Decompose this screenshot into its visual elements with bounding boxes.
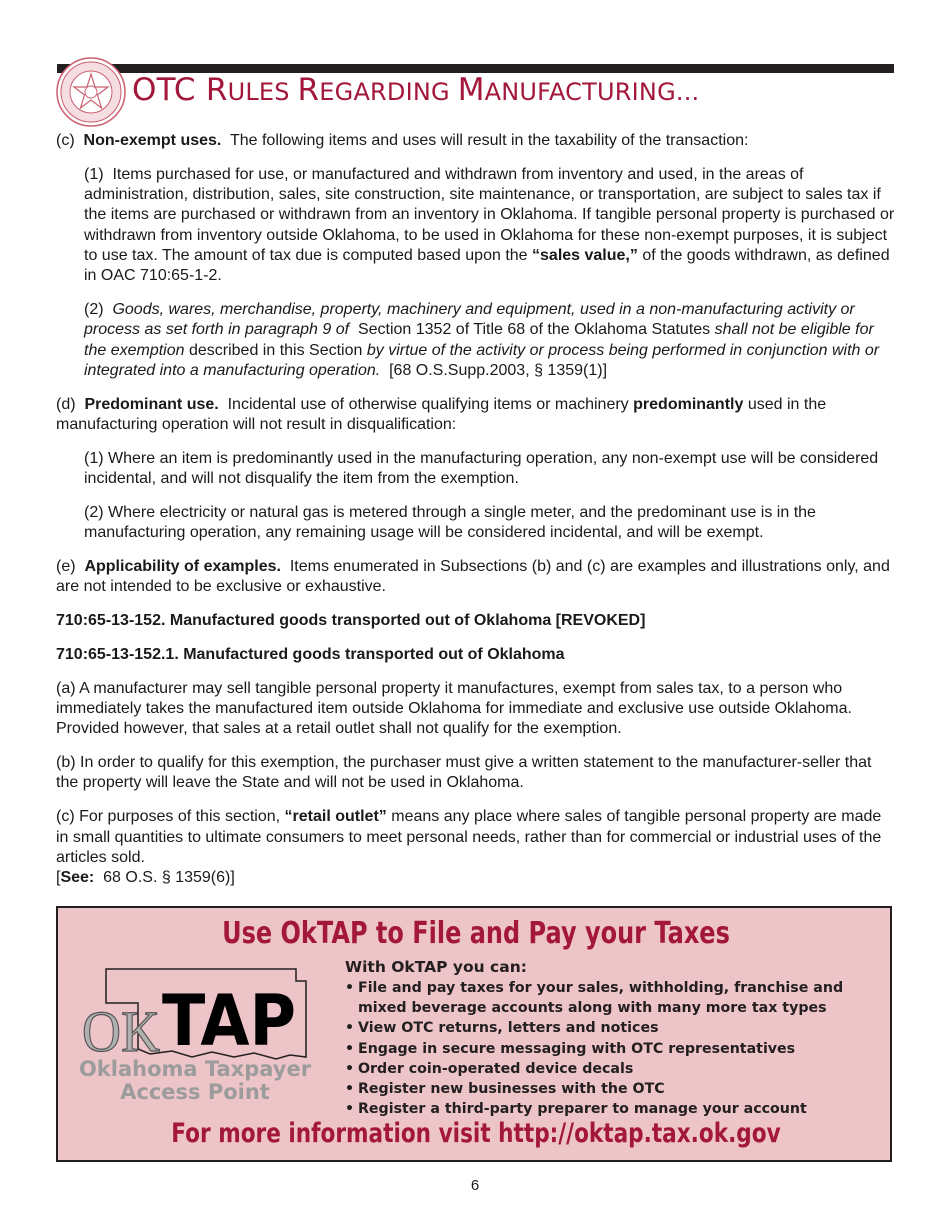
oktap-logo	[78, 963, 318, 1063]
oktap-features-title: With OkTAP you can:	[345, 958, 527, 976]
state-seal-icon	[56, 57, 126, 127]
rule-1521-citation: [See: 68 O.S. § 1359(6)]	[56, 869, 235, 887]
section-d-paragraph-1: (1) Where an item is predominantly used in the manufacturing operation, any non-exempt use will be considered incidental, and will not disqualify the item from the exemption.	[84, 449, 879, 488]
section-c-paragraph-2: (2) Goods, wares, merchandise, property, machinery and equipment, used in a non-manufacturing activity or process as set forth in paragraph 9 of Section 1352 of Title 68 of the Oklahoma Statutes shall not be eligible for the exemption described in this Section by virtue of the activity or process being performed in conjunction with or integrated into a manufacturing operation. [68 O.S.Supp.2003, § 1359(1)]	[84, 301, 880, 379]
page-title: OTC RULES REGARDING MANUFACTURING...	[132, 72, 700, 108]
oktap-feature-list	[345, 978, 893, 1119]
list-item: • Engage in secure messaging with OTC representatives	[345, 1040, 796, 1057]
list-item: • Register new businesses with the OTC	[345, 1081, 665, 1098]
oktap-promo-box	[56, 906, 892, 1162]
page-number: 6	[470, 1177, 480, 1194]
rule-152-heading: 710:65-13-152. Manufactured goods transported out of Oklahoma [REVOKED]	[56, 612, 646, 630]
section-d-intro: (d) Predominant use. Incidental use of otherwise qualifying items or machinery predominantly used in the manufacturing operation will not result in disqualification:	[56, 395, 827, 434]
list-item: • File and pay taxes for your sales, withholding, franchise and mixed beverage accounts along with many more tax types	[345, 980, 844, 1017]
rule-1521-paragraph-c: (c) For purposes of this section, “retail outlet” means any place where sales of tangible personal property are made in small quantities to ultimate consumers to meet personal needs, rather than for commercial or industrial uses of the articles sold.	[56, 808, 882, 866]
rule-1521-paragraph-a: (a) A manufacturer may sell tangible personal property it manufactures, exempt from sales tax, to a person who immediately takes the manufactured item outside Oklahoma for immediate and exclusive use outside Oklahoma. Provided however, that sales at a retail outlet shall not qualify for the exemption.	[56, 679, 852, 738]
list-item: • Order coin-operated device decals	[345, 1060, 634, 1077]
list-item: • View OTC returns, letters and notices	[345, 1020, 659, 1037]
list-item: • Register a third-party preparer to manage your account	[345, 1101, 807, 1118]
rule-1521-paragraph-b: (b) In order to qualify for this exemption, the purchaser must give a written statement to the manufacturer-seller that the property will leave the State and will not be used in Oklahoma.	[56, 754, 872, 792]
section-c-paragraph-1: (1) Items purchased for use, or manufactured and withdrawn from inventory and used, in the areas of administration, distribution, sales, site construction, site maintenance, or transportation, are subject to sales tax if the items are purchased or withdrawn from an inventory in Oklahoma. If tangible personal property is purchased or withdrawn from inventory outside Oklahoma, to be used in Oklahoma for these non-exempt purposes, it is subject to use tax. The amount of tax due is computed based upon the “sales value,” of the goods withdrawn, as defined in OAC 710:65-1-2.	[84, 165, 895, 285]
oktap-promo-title: Use OkTAP to File and Pay your Taxes	[222, 916, 730, 951]
oktap-logo-tap: TAP	[162, 980, 296, 1062]
rules-body	[56, 131, 896, 902]
rule-1521-heading: 710:65-13-152.1. Manufactured goods transported out of Oklahoma	[56, 645, 565, 663]
section-e: (e) Applicability of examples. Items enumerated in Subsections (b) and (c) are examples and illustrations only, and are not intended to be exclusive or exhaustive.	[56, 558, 890, 596]
section-d-paragraph-2: (2) Where electricity or natural gas is metered through a single meter, and the predominant use is in the manufacturing operation, any remaining usage will be considered incidental, and will be exempt.	[84, 503, 816, 542]
oktap-logo-caption: Oklahoma Taxpayer Access Point	[78, 1057, 312, 1104]
oktap-info-link[interactable]: For more information visit http://oktap.tax.ok.gov	[171, 1118, 781, 1149]
section-c-intro: (c) Non-exempt uses. The following items and uses will result in the taxability of the transaction:	[56, 132, 749, 149]
oktap-logo-ok: OK	[82, 999, 161, 1063]
